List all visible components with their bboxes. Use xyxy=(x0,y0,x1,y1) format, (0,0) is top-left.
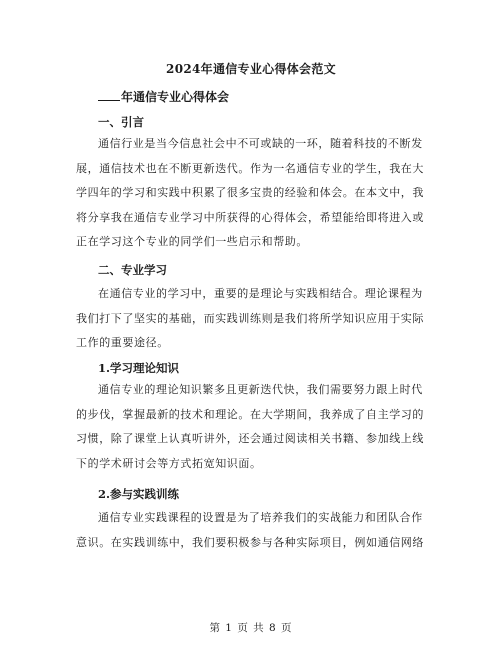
paragraph-line: 正在学习这个专业的同学们一些启示和帮助。 xyxy=(76,235,308,248)
section-paragraph-practice xyxy=(76,506,426,555)
section-heading-study: 二、专业学习 xyxy=(98,263,167,277)
paragraph-line: 下的学术研讨会等方式拓宽知识面。 xyxy=(76,456,262,470)
paragraph-line: 在通信专业的学习中，重要的是理论与实践相结合。理论课程为 xyxy=(98,287,423,300)
paragraph-line: 习惯，除了课堂上认真听讲外，还会通过阅读相关书籍、参加线上线 xyxy=(76,432,424,445)
paragraph-line: 的步伐，掌握最新的技术和理论。在大学期间，我养成了自主学习的 xyxy=(76,407,424,421)
subtitle-text: 年通信专业心得体会 xyxy=(121,90,230,104)
paragraph-line: 将分享我在通信专业学习中所获得的心得体会，希望能给即将进入或 xyxy=(76,210,424,224)
document-title: 2024年通信专业心得体会范文 xyxy=(166,62,336,76)
page-number-footer: 第 1 页 共 8 页 xyxy=(209,622,293,634)
section-heading-practice: 2.参与实践训练 xyxy=(98,487,180,501)
paragraph-line: 工作的重要途径。 xyxy=(76,336,169,349)
document-subtitle xyxy=(98,88,229,105)
section-heading-intro: 一、引言 xyxy=(98,115,144,129)
paragraph-line: 通信行业是当今信息社会中不可或缺的一环，随着科技的不断发 xyxy=(98,137,423,150)
section-paragraph-study xyxy=(76,282,426,356)
paragraph-line: 通信专业实践课程的设置是为了培养我们的实战能力和团队合作 xyxy=(98,511,423,524)
paragraph-line: 通信专业的理论知识繁多且更新迭代快，我们需要努力跟上时代 xyxy=(98,383,423,396)
paragraph-line: 意识。在实践训练中，我们要积极参与各种实际项目，例如通信网络 xyxy=(76,535,424,549)
section-paragraph-intro xyxy=(76,132,426,255)
paragraph-line: 学四年的学习和实践中积累了很多宝贵的经验和体会。在本文中，我 xyxy=(76,186,424,199)
section-heading-theory: 1.学习理论知识 xyxy=(98,361,180,375)
paragraph-line: 展，通信技术也在不断更新迭代。作为一名通信专业的学生，我在大 xyxy=(76,161,424,175)
subtitle-blank-line xyxy=(98,89,120,101)
paragraph-line: 我们打下了坚实的基础，而实践训练则是我们将所学知识应用于实际 xyxy=(76,311,424,325)
section-paragraph-theory xyxy=(76,378,426,476)
